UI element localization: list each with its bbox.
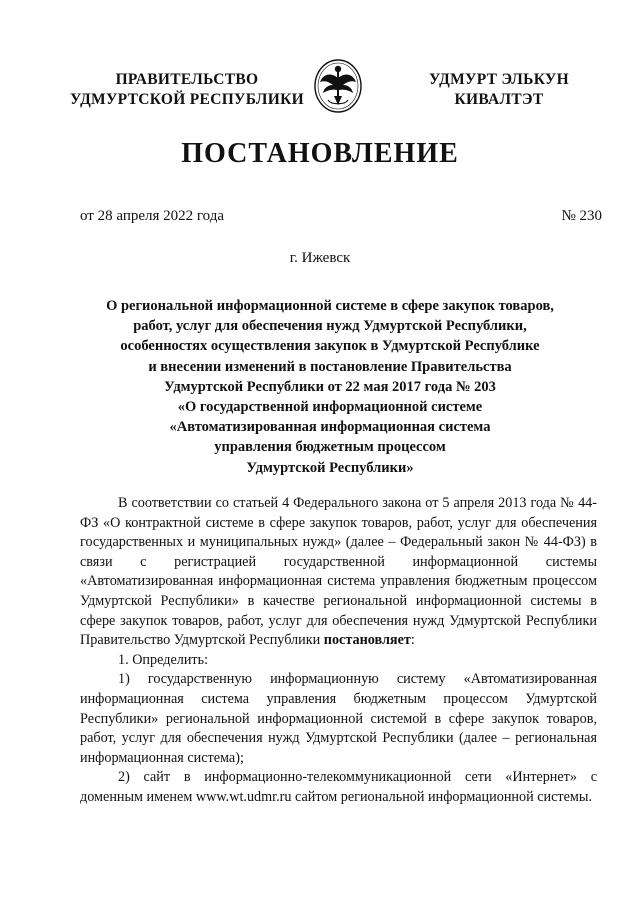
title-line: «О государственной информационной системе: [177, 399, 483, 416]
header-government-ru: [64, 70, 310, 110]
preamble-text: В соответствии со статьей 4 Федерального закона от 5 апреля 2013 года № 44-ФЗ «О контрактной системе в сфере закупок товаров, работ, услуг для обеспечения государственных и муниципальных нужд» (далее – Федеральный закон № 44-ФЗ) в связи с регистрацией государственной информационной системы «Автоматизированная информационная система управления бюджетным процессом Удмуртской Республики» в качестве региональной информационной системы в сфере закупок товаров, работ, услуг для обеспечения нужд Удмуртской Республики Правительство Удмуртской Республики: [80, 495, 597, 649]
title-line: Удмуртской Республики»: [246, 459, 414, 476]
preamble-colon: :: [410, 632, 415, 649]
title-line: О региональной информационной системе в сфере закупок товаров,: [106, 298, 554, 314]
header-left-line-2: УДМУРТСКОЙ РЕСПУБЛИКИ: [69, 91, 304, 108]
document-title: [60, 296, 600, 478]
title-line: работ, услуг для обеспечения нужд Удмуртской Республики,: [133, 318, 527, 335]
title-line: «Автоматизированная информационная система: [169, 419, 491, 436]
title-line: управления бюджетным процессом: [214, 439, 446, 456]
header-right-line-1: УДМУРТ ЭЛЬКУН: [429, 71, 569, 88]
document-date: от 28 апреля 2022 года: [80, 208, 225, 224]
title-line: особенностях осуществления закупок в Удмуртской Республике: [120, 338, 540, 355]
document-number: № 230: [561, 208, 602, 224]
body-paragraph-item-1: 1. Определить:: [118, 651, 209, 668]
title-line: Удмуртской Республики от 22 мая 2017 года № 203: [164, 378, 496, 395]
document-city: г. Ижевск: [289, 250, 351, 266]
header-government-udm: [404, 70, 594, 110]
body-paragraph-subitem-1: 1) государственную информационную систему «Автоматизированная информационная система управления бюджетным процессом Удмуртской Республики» региональной информационной системой в сфере закупок товаров, работ, услуг для обеспечения нужд Удмуртской Республики (далее – региональная информационная система);: [80, 671, 597, 766]
header-right-line-2: КИВАЛТЭТ: [454, 91, 544, 108]
header-left-line-1: ПРАВИТЕЛЬСТВО: [115, 71, 259, 88]
title-line: и внесении изменений в постановление Правительства: [148, 358, 512, 375]
coat-of-arms-icon: [313, 58, 363, 114]
body-paragraph-subitem-2: 2) сайт в информационно-телекоммуникационной сети «Интернет» с доменным именем www.wt.udmr.ru сайтом региональной информационной системы.: [80, 769, 597, 805]
document-type-heading: ПОСТАНОВЛЕНИЕ: [181, 138, 459, 169]
document-body: [80, 494, 597, 808]
preamble-resolves: постановляет: [323, 632, 411, 649]
body-paragraph-preamble: [80, 494, 597, 651]
